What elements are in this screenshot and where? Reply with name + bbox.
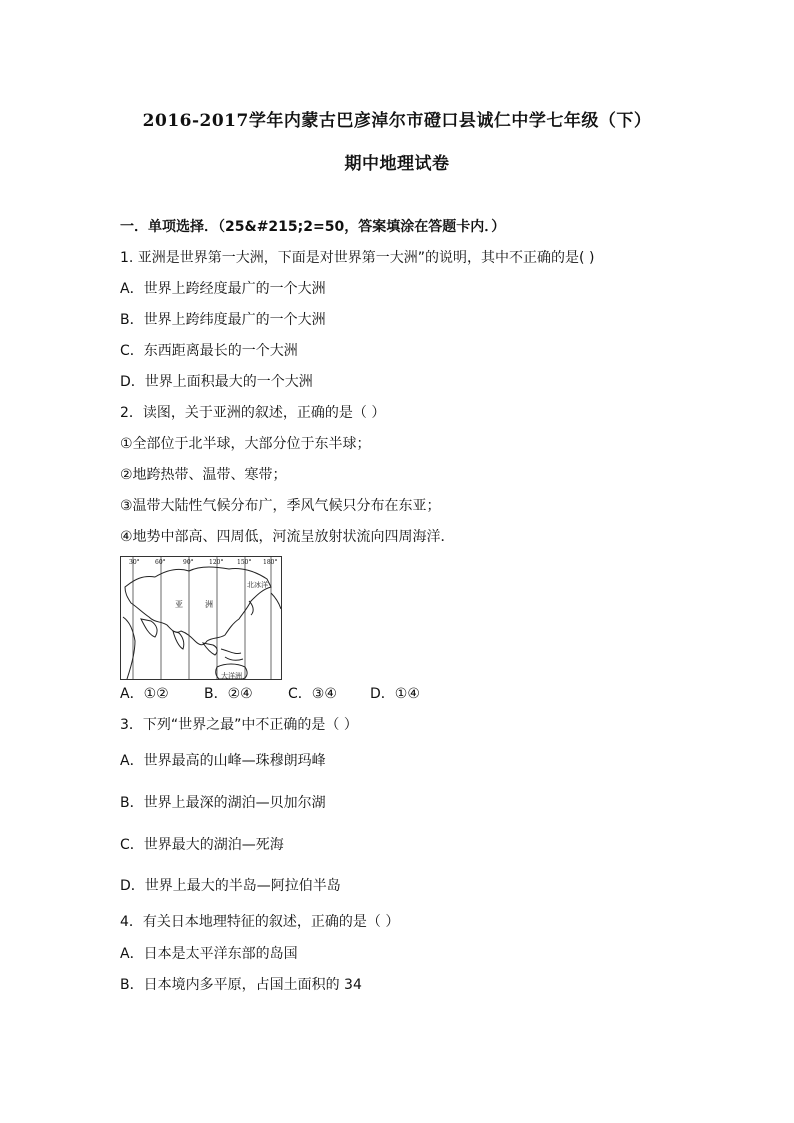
question-3-option-d: D．世界上最大的半岛—阿拉伯半岛	[120, 878, 341, 894]
asia-map-svg	[121, 557, 281, 679]
southeast-asia-outline	[203, 643, 217, 655]
question-4-option-a: A．日本是太平洋东部的岛国	[120, 946, 298, 962]
question-3-option-c: C．世界最大的湖泊—死海	[120, 837, 284, 853]
question-2-option-c: C．③④	[288, 686, 337, 702]
question-3-option-a: A．世界最高的山峰—珠穆朗玛峰	[120, 753, 326, 769]
map-lon-label: 150°	[237, 559, 252, 566]
question-2-option-a: A．①②	[120, 686, 169, 702]
map-lon-label: 60°	[155, 559, 166, 566]
question-4-stem: 4．有关日本地理特征的叙述，正确的是（ ）	[120, 914, 400, 930]
question-4-option-b: B．日本境内多平原，占国土面积的 34	[120, 977, 362, 993]
map-label-zhou: 洲	[205, 600, 213, 609]
question-1-stem: 1. 亚洲是世界第一大洲，下面是对世界第一大洲”的说明，其中不正确的是( )	[120, 250, 595, 266]
question-2-statement-1: ①全部位于北半球，大部分位于东半球；	[120, 436, 371, 452]
map-lon-label: 180°	[263, 559, 278, 566]
question-1-option-b: B．世界上跨纬度最广的一个大洲	[120, 312, 326, 328]
question-1-option-d: D．世界上面积最大的一个大洲	[120, 374, 313, 390]
exam-title-line2: 期中地理试卷	[344, 154, 450, 174]
question-3-option-b: B．世界上最深的湖泊—贝加尔湖	[120, 795, 326, 811]
map-label-ya: 亚	[175, 600, 183, 609]
question-2-statement-4: ④地势中部高、四周低，河流呈放射状流向四周海洋．	[120, 529, 455, 545]
question-2-option-b: B．②④	[204, 686, 253, 702]
question-2-statement-3: ③温带大陆性气候分布广，季风气候只分布在东亚；	[120, 498, 441, 514]
section-heading: 一．单项选择．（25&#215;2=50，答案填涂在答题卡内．）	[120, 219, 506, 235]
question-1-option-c: C．东西距离最长的一个大洲	[120, 343, 298, 359]
question-2-stem: 2．读图，关于亚洲的叙述，正确的是（ ）	[120, 405, 386, 421]
map-label-oceania: 大洋洲	[221, 672, 242, 679]
india-outline	[173, 631, 184, 649]
question-2-statement-2: ②地跨热带、温带、寒带；	[120, 467, 287, 483]
exam-title-line1: 2016-2017学年内蒙古巴彦淖尔市磴口县诚仁中学七年级（下）	[142, 111, 652, 131]
map-label-arctic-ocean: 北冰洋	[247, 581, 268, 589]
map-lon-label: 90°	[183, 559, 194, 566]
asia-outline	[125, 567, 271, 645]
question-2-options	[120, 685, 460, 703]
question-3-stem: 3．下列“世界之最”中不正确的是（ ）	[120, 717, 358, 733]
question-2-option-d: D．①④	[370, 686, 420, 702]
arabia-outline	[141, 619, 157, 637]
asia-map-figure	[120, 556, 282, 680]
question-1-option-a: A．世界上跨经度最广的一个大洲	[120, 281, 326, 297]
map-lon-label: 30°	[129, 559, 140, 566]
north-america-outline	[271, 593, 281, 609]
map-lon-label: 120°	[209, 559, 224, 566]
islands-outline	[221, 649, 243, 660]
